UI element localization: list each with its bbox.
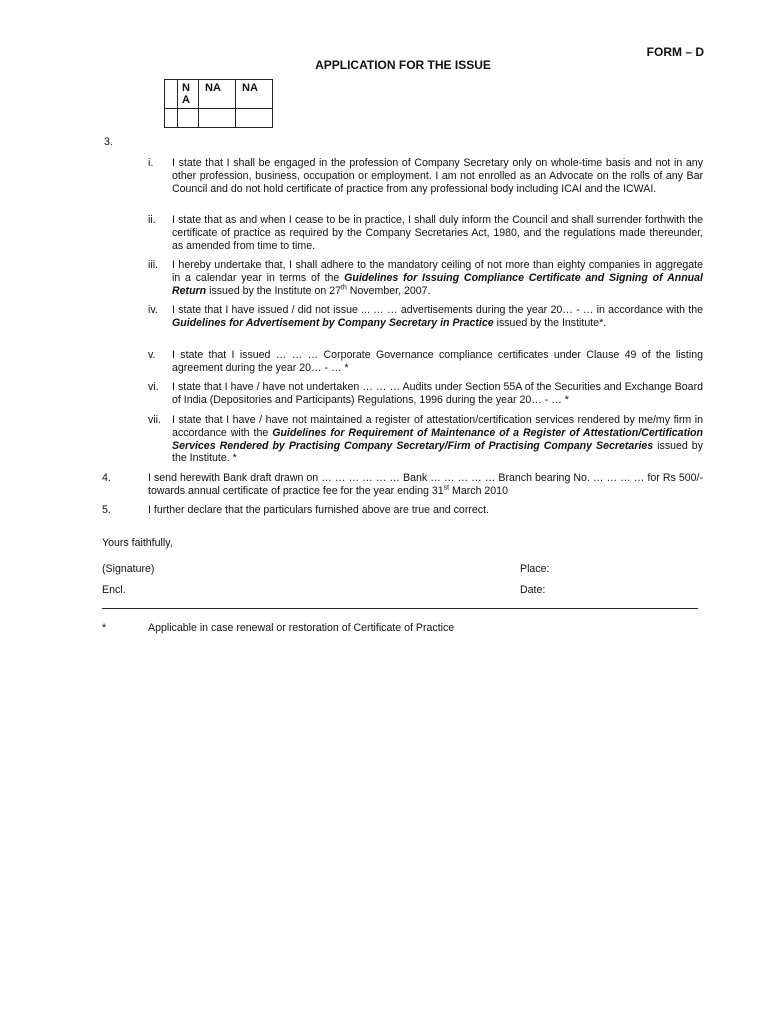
list-item — [148, 414, 703, 465]
item-text: I state that I have issued / did not issue ... … … advertisements during the year 20… - … in accordance with the Guidelines for Advertisement by Company Secretary in Practice issued by the Institute*. — [172, 304, 703, 329]
document-title: APPLICATION FOR THE ISSUE — [315, 58, 491, 72]
table-cell-blank — [199, 109, 236, 128]
divider-line — [102, 608, 698, 609]
list-item — [148, 349, 703, 375]
item-numeral: vii. — [148, 414, 161, 426]
list-item — [148, 259, 703, 297]
guideline-title: Guidelines for Issuing Compliance Certificate and Signing of Annual Return — [172, 271, 703, 297]
section-number-3: 3. — [104, 136, 113, 148]
guideline-title: Guidelines for Advertisement by Company Secretary in Practice — [172, 316, 494, 329]
closing-salutation: Yours faithfully, — [102, 537, 173, 549]
list-item — [148, 381, 703, 407]
enclosure-label: Encl. — [102, 584, 126, 596]
paragraph-text: I send herewith Bank draft drawn on … … … … … … Bank … … … … … Branch bearing No. … … … … for Rs 500/- towards annual certificate of practice fee for the year ending 31st March 2010 — [148, 472, 703, 497]
item-text: I state that I shall be engaged in the profession of Company Secretary only on whole-time basis and not in any other profession, business, occupation or employment. I am not enrolled as an Advocate on the rolls of any Bar Council and do not hold certificate of practice from any professional body including ICAI and the ICWAI. — [172, 157, 703, 195]
item-numeral: iii. — [148, 259, 159, 271]
item-numeral: iv. — [148, 304, 158, 316]
place-label: Place: — [520, 563, 550, 575]
signature-label: (Signature) — [102, 563, 155, 575]
guideline-title: Guidelines for Requirement of Maintenance of a Register of Attestation/Certification Services Rendered by Practising Company Secretary/Firm of Practising Company Secretaries — [172, 426, 703, 452]
table-cell-blank — [236, 109, 273, 128]
form-label: FORM – D — [646, 45, 704, 59]
item-text: I hereby undertake that, I shall adhere to the mandatory ceiling of not more than eighty companies in aggregate in a calendar year in terms of the Guidelines for Issuing Compliance Certificate and Signing of Annual Return issued by the Institute on 27th November, 2007. — [172, 259, 703, 297]
list-item — [148, 157, 703, 195]
table-cell-na-1: N A — [178, 80, 199, 109]
paragraph-5 — [102, 504, 703, 517]
date-label: Date: — [520, 584, 546, 596]
table-cell-na-3: NA — [236, 80, 273, 109]
item-text: I state that as and when I cease to be in practice, I shall duly inform the Council and shall surrender forthwith the certificate of practice as required by the Company Secretaries Act, 1980, and the regulations made thereunder, as amended from time to time. — [172, 214, 703, 252]
list-item — [148, 214, 703, 252]
list-item — [148, 304, 703, 330]
table-cell-empty — [165, 80, 178, 109]
item-numeral: vi. — [148, 381, 159, 393]
paragraph-4 — [102, 472, 703, 498]
item-numeral: i. — [148, 157, 154, 169]
footnote-text: Applicable in case renewal or restoration of Certificate of Practice — [148, 622, 455, 634]
table-cell-blank — [178, 109, 199, 128]
item-text: I state that I have / have not maintained a register of attestation/certification services rendered by me/my firm in accordance with the Guidelines for Requirement of Maintenance of a Register of Attestation/Certification Services Rendered by Practising Company Secretary/Firm of Practising Company Secretaries issued by the Institute. * — [172, 414, 703, 465]
item-numeral: v. — [148, 349, 156, 361]
table-cell-na-2: NA — [199, 80, 236, 109]
paragraph-text: I further declare that the particulars furnished above are true and correct. — [148, 504, 489, 516]
item-text: I state that I issued … … … Corporate Governance compliance certificates under Clause 49 of the listing agreement during the year 20… - … * — [172, 349, 703, 374]
footnote-mark: * — [102, 622, 107, 634]
item-text: I state that I have / have not undertaken … … … Audits under Section 55A of the Securities and Exchange Board of India (Depositories and Participants) Regulations, 1996 during the year 20… - … * — [172, 381, 703, 406]
paragraph-number: 4. — [102, 472, 111, 484]
paragraph-number: 5. — [102, 504, 111, 516]
table-cell-blank — [165, 109, 178, 128]
na-table — [164, 79, 273, 128]
item-numeral: ii. — [148, 214, 156, 226]
